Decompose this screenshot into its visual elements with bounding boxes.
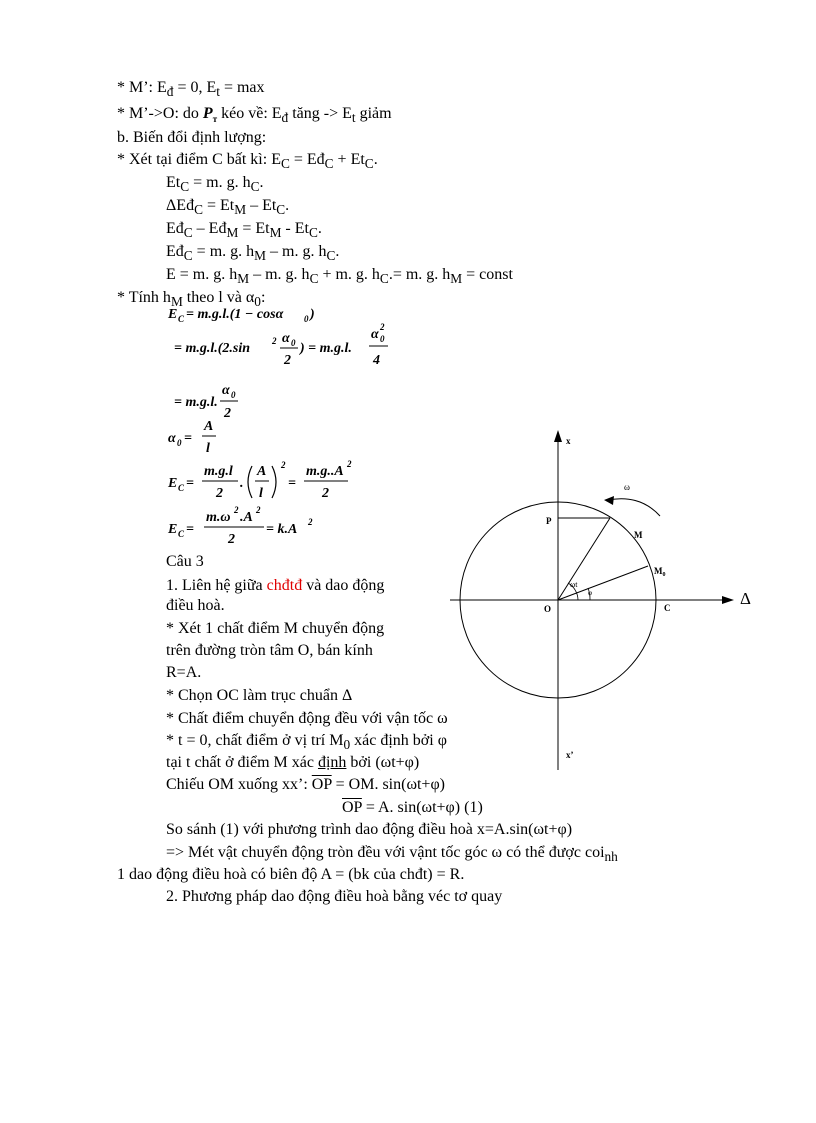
f5-num: m.g.l <box>204 464 233 479</box>
line-5: $Et_C = m$. g. $h_C$. <box>166 174 264 195</box>
f1-sub2: 0 <box>304 314 309 324</box>
cau3-p12: So sánh (1) với phương trình dao động điều hoà x=A.sin(ωt+φ) <box>166 821 573 838</box>
f2-num: α <box>282 331 290 346</box>
f1-rhs: = m.g.l.(1 − cosα <box>186 307 284 322</box>
phi-label: φ <box>588 589 593 597</box>
cau3-p4: trên đường tròn tâm O, bán kính <box>166 642 373 659</box>
f3-num-sub: 0 <box>231 390 236 400</box>
cau3-p9: tại t chất ở điểm M xác định bởi (ωt+φ) <box>166 754 420 771</box>
f5-num2-sup: 2 <box>347 459 352 469</box>
cau3-p8: * t = 0, chất điểm ở vị trí $M_0$ xác định bởi φ <box>166 732 447 753</box>
line-4: * Xét tại điểm C bất kì: $E_C$ = $Eđ_C + Et_C$. <box>117 151 378 172</box>
cau3-p11: $\overline{OP} = A$. sin(ωt+φ) (1) <box>342 799 483 816</box>
f5-in-den: l <box>259 486 263 501</box>
radius-om <box>558 518 610 600</box>
x-axis-arrow <box>554 430 562 442</box>
f5-paren-right <box>272 466 276 498</box>
c-label: C <box>664 603 671 613</box>
f6-a: E <box>168 522 178 537</box>
f5-num2: m.g..A <box>306 464 344 479</box>
cau3-p3: * Xét 1 chất điểm M chuyển động <box>166 620 385 637</box>
f5-pow: 2 <box>281 460 286 470</box>
f4-sub: 0 <box>177 438 182 448</box>
f3-den: 2 <box>224 406 231 421</box>
f2-num2-sub: 0 <box>380 334 385 344</box>
line-6: ΔEđ$_C$ = $Et_M - Et_C$. <box>166 197 290 218</box>
f2-sup: 2 <box>272 336 277 346</box>
f5-sub: C <box>178 483 185 493</box>
f4-b: = <box>184 431 192 446</box>
f6-num: m.ω <box>206 510 231 525</box>
f5-den2: 2 <box>322 486 329 501</box>
f1-e: E <box>168 307 178 322</box>
f2-den2: 4 <box>373 353 380 368</box>
f5-den: 2 <box>216 486 223 501</box>
o-label: O <box>544 604 552 614</box>
x-label: x <box>566 436 571 446</box>
f1-sub: C <box>178 314 185 324</box>
f3-num: α <box>222 383 230 398</box>
f4-a: α <box>168 431 176 446</box>
line-3: b. Biến đổi định lượng: <box>117 129 267 146</box>
f5-in-num: A <box>257 464 267 479</box>
line-8: $Eđ_C = m$. g. $h_M$ – m. g. $h_C$. <box>166 243 340 264</box>
delta-axis-arrow <box>722 596 734 604</box>
f6-num-sup: 2 <box>234 505 239 515</box>
cau3-p14: 1 dao động điều hoà có biên độ A = (bk của chđt) = R. <box>117 866 465 883</box>
f5-d: = <box>288 476 296 491</box>
f2-a: = m.g.l.(2.sin <box>174 341 251 356</box>
f5-paren-left <box>248 466 252 498</box>
cau3-p1: 1. Liên hệ giữa chđtđ và dao động <box>166 577 385 594</box>
m0-label: $M_0$ <box>654 566 666 578</box>
omega-arrow-head <box>604 496 614 505</box>
f2-b: ) = m.g.l. <box>300 341 352 356</box>
p-label: P <box>546 516 552 526</box>
cau3-p6: * Chọn OC làm trục chuẩn Δ <box>166 687 353 704</box>
formula-block <box>160 300 460 560</box>
omega-label: ω <box>624 482 630 492</box>
cau3-p7: * Chất điểm chuyển động đều với vận tốc ω <box>166 710 448 727</box>
cau3-p2: điều hoà. <box>166 597 225 614</box>
cau3-p10: Chiếu OM xuống xx’: $\overline{OP}$ = OM. sin(ωt+φ) <box>166 776 446 793</box>
x2-label: x’ <box>566 750 574 760</box>
f6-num-b: .A <box>240 510 253 525</box>
f2-num2: α <box>371 327 379 342</box>
cau3-p5: R=A. <box>166 664 202 681</box>
f5-b: = <box>186 476 194 491</box>
f6-sub: C <box>178 529 185 539</box>
line-2: * M’->O: do $P_ᴛ$ kéo về: $E_đ$ tăng -> $E_t$ giảm <box>117 105 392 126</box>
line-7: $Eđ_C$ – $Eđ_M = Et_M - Et_C$. <box>166 220 322 241</box>
f6-b: = <box>186 522 194 537</box>
f5-c: . <box>240 476 244 491</box>
line-1: * M’: $E_đ = 0$, $E_t = \max$ <box>117 79 265 100</box>
f6-sup: 2 <box>308 517 313 527</box>
line-10: * Tính $h_M$ theo l và $\alpha_0$: <box>117 289 266 310</box>
circle-diagram <box>440 420 780 780</box>
delta-label: Δ <box>740 589 751 608</box>
line-9: E = m. g. $h_M$ – m. g. $h_C + m$. g. $h_C.= m$. g. $h_M$ = const <box>166 266 513 287</box>
omega-arc <box>608 499 660 516</box>
f6-den: 2 <box>228 532 235 547</box>
f6-num-sup2: 2 <box>256 505 261 515</box>
cau3-p13: => Mét vật chuyển động tròn đều với vậnt tốc góc ω có thể được coi$_{nh}$ <box>166 844 618 865</box>
f5-a: E <box>168 476 178 491</box>
f2-den: 2 <box>284 353 291 368</box>
wt-label: ωt <box>570 580 578 589</box>
f6-c: = k.A <box>266 522 298 537</box>
f2-num2-sup: 2 <box>380 322 385 332</box>
m-label: M <box>634 530 643 540</box>
f4-den: l <box>206 441 210 456</box>
f1-close: ) <box>310 307 315 322</box>
cau3-title: Câu 3 <box>166 553 204 570</box>
f4-num: A <box>204 419 214 434</box>
f2-num-sub: 0 <box>291 338 296 348</box>
f3-a: = m.g.l. <box>174 395 218 410</box>
cau3-p15: 2. Phương pháp dao động điều hoà bằng véc tơ quay <box>166 888 503 905</box>
